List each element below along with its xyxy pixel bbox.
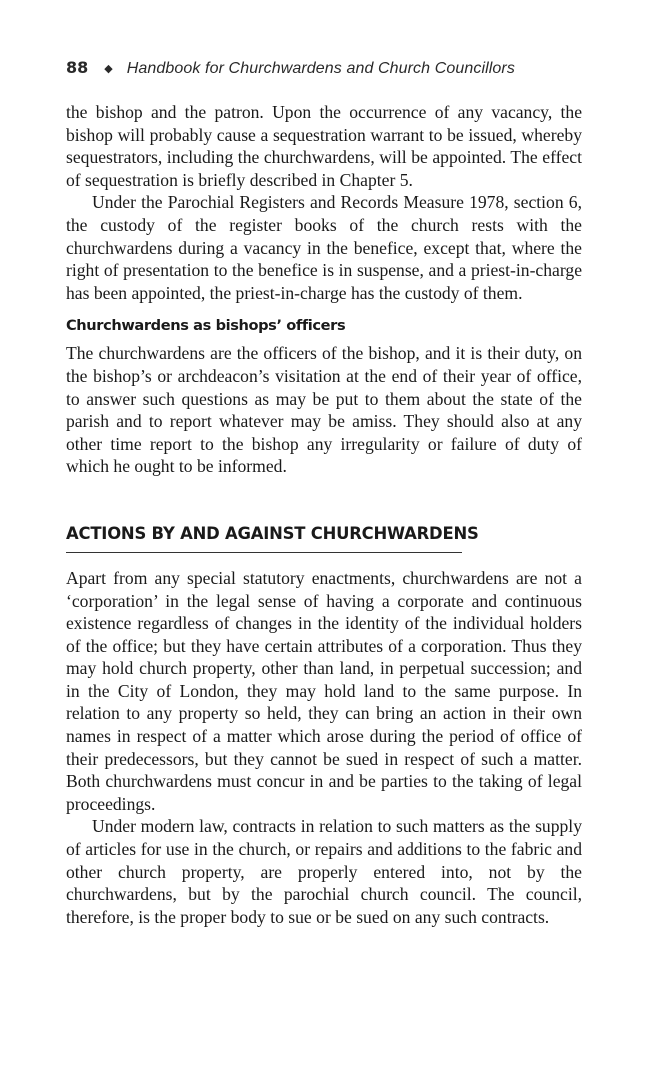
paragraph-bishops-officers: The churchwardens are the officers of the bishop, and it is their duty, on the bishop’s or archdeacon’s visitation at the end of their year of office, to answer such questions as may be put to them about the state of the parish and to report whatever may be amiss. They should also at any other time report to the bishop any irregularity or failure of duty of which he ought to be informed.	[66, 343, 582, 477]
book-title: Handbook for Churchwardens and Church Councillors	[126, 60, 515, 77]
paragraph-vacancy: the bishop and the patron. Upon the occurrence of any vacancy, the bishop will probably cause a sequestration warrant to be issued, whereby sequestrators, including the churchwardens, will be appointed. The effect of sequestration is briefly described in Chapter 5.	[66, 102, 582, 190]
paragraph-corporation: Apart from any special statutory enactments, churchwardens are not a ‘corporation’ in the legal sense of having a corporate and continuous existence regardless of changes in the identity of the individual holders of the office; but they have certain attributes of a corporation. Thus they may hold church property, other than land, in perpetual succession; and in the City of London, they may hold land to the same purpose. In relation to any property so held, they can bring an action in their own names in respect of a matter which arose during the period of office of their predecessors, but they cannot be sued in respect of such a matter. Both churchwardens must concur in and be parties to the taking of legal proceedings.	[66, 567, 582, 814]
section-heading: ACTIONS BY AND AGAINST CHURCHWARDENS	[66, 523, 479, 543]
paragraph-register-custody: Under the Parochial Registers and Records Measure 1978, section 6, the custody of the register books of the church rests with the churchwardens during a vacancy in the benefice, except that, where the right of presentation to the benefice is in suspense, and a priest-in-charge has been appointed, the priest-in-charge has the custody of them.	[66, 192, 582, 303]
diamond-separator-icon: ◆	[104, 62, 113, 75]
page-number: 88	[66, 58, 89, 77]
paragraph-contracts: Under modern law, contracts in relation to such matters as the supply of articles for use in the church, or repairs and additions to the fabric and other church property, are properly entered into, not by the churchwardens, but by the parochial church council. The council, therefore, is the proper body to sue or be sued on any such contracts.	[66, 816, 582, 927]
subheading-bishops-officers: Churchwardens as bishops’ officers	[66, 317, 346, 335]
book-page	[66, 58, 582, 928]
section-rule	[66, 552, 462, 553]
running-header	[66, 58, 582, 88]
